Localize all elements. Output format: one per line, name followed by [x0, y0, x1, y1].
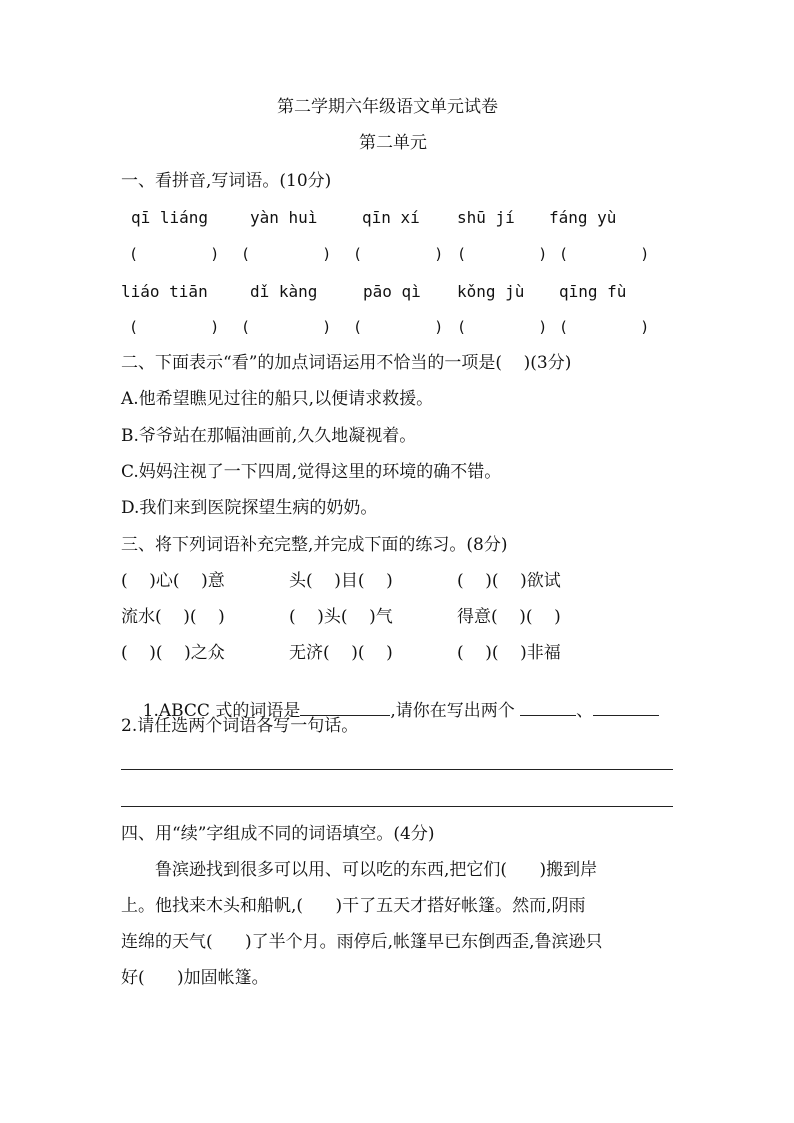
question-3-1-prefix: 1.ABCC 式的词语是	[142, 701, 301, 721]
answer-blank[interactable]: ( )	[457, 318, 548, 336]
example-answer-blank-2[interactable]	[593, 699, 659, 716]
passage-line-2: 上。他找来木头和船帆,( )干了五天才搭好帐篷。然而,阴雨	[121, 896, 586, 916]
idiom-item: 无济( )( )	[289, 643, 393, 663]
pinyin-item: yàn huì	[250, 208, 318, 227]
writing-line-2[interactable]	[121, 806, 673, 807]
pinyin-item: fáng yù	[549, 208, 617, 227]
pinyin-item: qī liáng	[131, 208, 209, 227]
option-c: C.妈妈注视了一下四周,觉得这里的环境的确不错。	[121, 462, 502, 482]
idiom-item: ( )( )非福	[457, 643, 561, 663]
question-3-2: 2.请任选两个词语各写一句话。	[121, 716, 359, 736]
section2-heading: 二、下面表示“看”的加点词语运用不恰当的一项是( )(3分)	[121, 353, 572, 373]
writing-line-1[interactable]	[121, 769, 673, 770]
answer-blank[interactable]: ( )	[241, 318, 332, 336]
answer-blank[interactable]: ( )	[353, 318, 444, 336]
idiom-item: 得意( )( )	[457, 607, 561, 627]
pinyin-item: liáo tiān	[121, 282, 208, 301]
idiom-item: ( )( )欲试	[457, 571, 561, 591]
example-answer-blank-1[interactable]	[520, 699, 576, 716]
option-a: A.他希望瞧见过往的船只,以便请求救援。	[121, 389, 434, 409]
answer-blank[interactable]: ( )	[559, 245, 650, 263]
passage-line-1: 鲁滨逊找到很多可以用、可以吃的东西,把它们( )搬到岸	[121, 860, 598, 880]
section3-heading: 三、将下列词语补充完整,并完成下面的练习。(8分)	[121, 535, 508, 555]
option-b: B.爷爷站在那幅油画前,久久地凝视着。	[121, 426, 417, 446]
exam-title: 第二学期六年级语文单元试卷	[277, 97, 498, 117]
answer-blank[interactable]: ( )	[353, 245, 444, 263]
answer-blank[interactable]: ( )	[129, 318, 220, 336]
section4-heading: 四、用“续”字组成不同的词语填空。(4分)	[121, 824, 435, 844]
passage-line-3: 连绵的天气( )了半个月。雨停后,帐篷早已东倒西歪,鲁滨逊只	[121, 932, 603, 952]
separator: 、	[576, 701, 594, 721]
pinyin-item: dǐ kàng	[250, 282, 318, 301]
pinyin-item: qīn xí	[362, 208, 420, 227]
pinyin-item: kǒng jù	[457, 282, 525, 301]
answer-blank[interactable]: ( )	[129, 245, 220, 263]
unit-title: 第二单元	[359, 133, 427, 153]
answer-blank[interactable]: ( )	[457, 245, 548, 263]
idiom-item: 流水( )( )	[121, 607, 225, 627]
pinyin-item: qīng fù	[559, 282, 627, 301]
abcc-answer-blank[interactable]	[300, 699, 390, 716]
question-3-1-middle: ,请你在写出两个	[390, 701, 515, 721]
idiom-item: 头( )目( )	[289, 571, 393, 591]
passage-line-4: 好( )加固帐篷。	[121, 968, 269, 988]
pinyin-item: shū jí	[457, 208, 515, 227]
section1-heading: 一、看拼音,写词语。(10分)	[121, 171, 332, 191]
pinyin-item: pāo qì	[363, 282, 421, 301]
idiom-item: ( )( )之众	[121, 643, 225, 663]
idiom-item: ( )心( )意	[121, 571, 225, 591]
answer-blank[interactable]: ( )	[241, 245, 332, 263]
answer-blank[interactable]: ( )	[559, 318, 650, 336]
idiom-item: ( )头( )气	[289, 607, 393, 627]
option-d: D.我们来到医院探望生病的奶奶。	[121, 498, 378, 518]
